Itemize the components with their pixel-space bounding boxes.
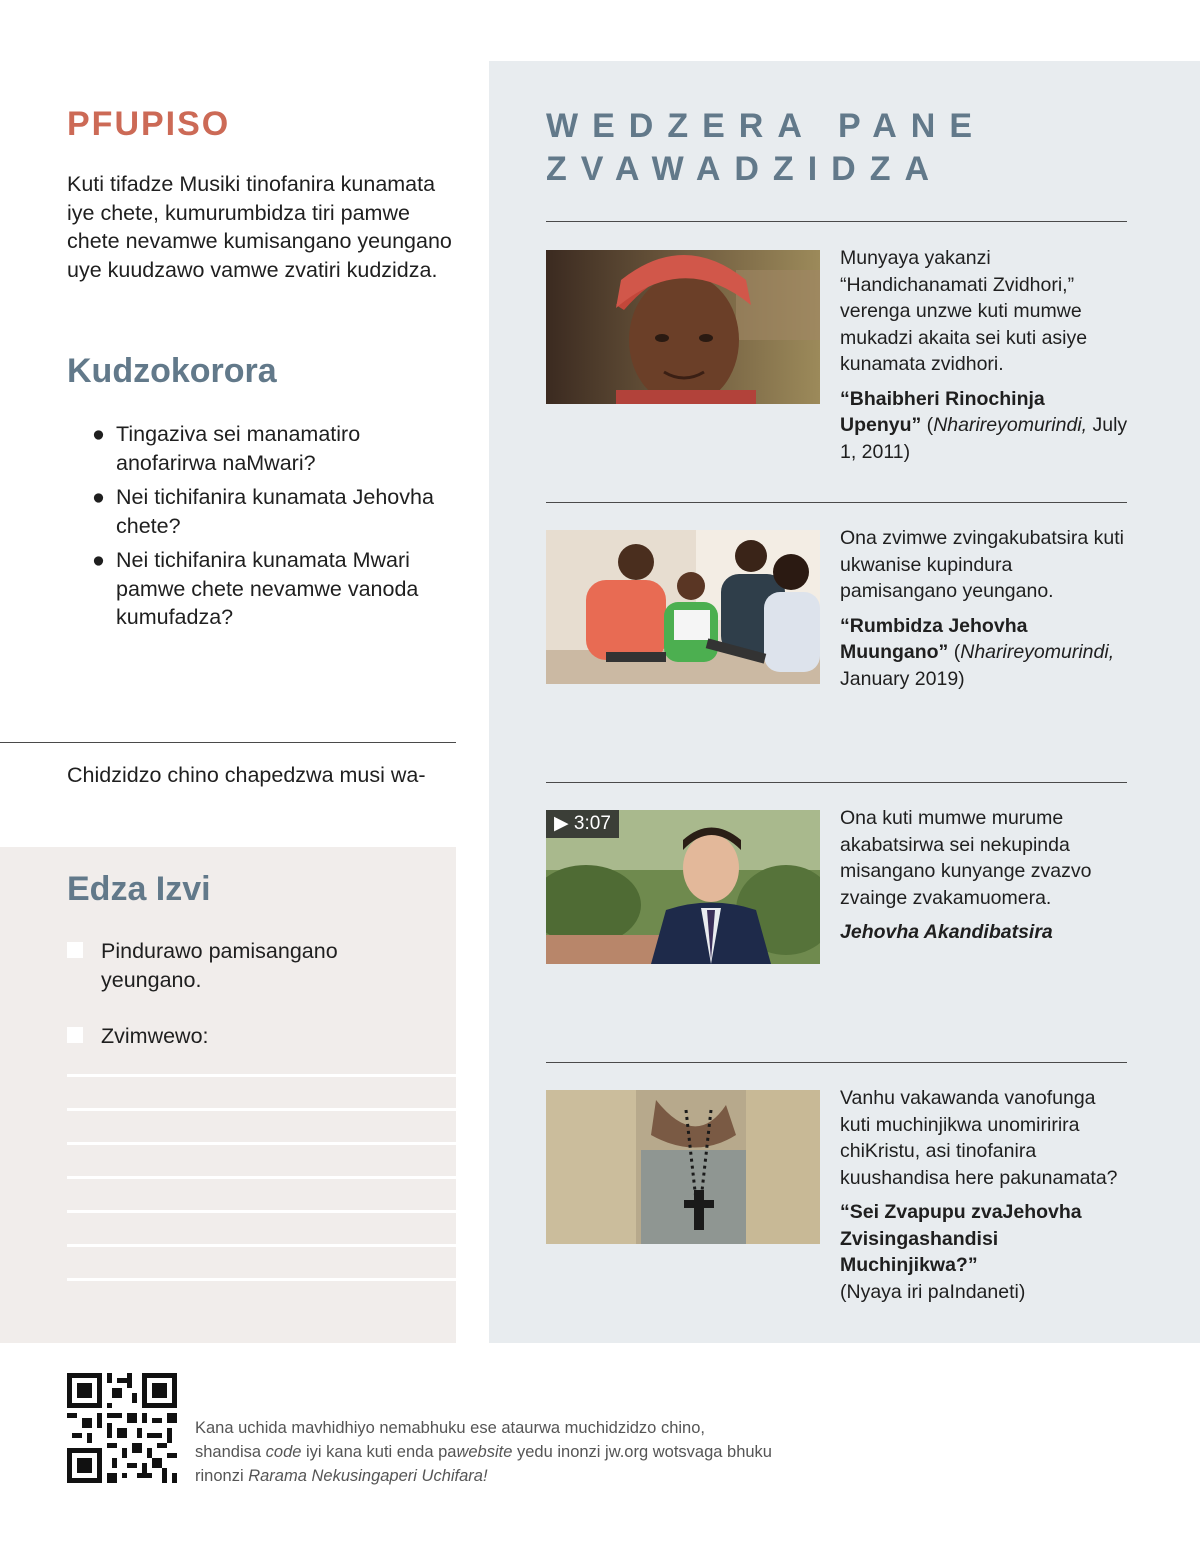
resource-image-rosary[interactable] — [546, 1090, 820, 1244]
qr-code-icon[interactable] — [67, 1373, 177, 1483]
checkbox[interactable] — [67, 942, 83, 958]
resource-reference: “Rumbidza Jehovha Muungano” (Nharireyomurindi, January 2019) — [840, 614, 1115, 690]
resource-description: Munyaya yakanzi “Handichanamati Zvidhori,” verenga unzwe kuti mumwe mukadzi akaita sei kuti asiye kunamata zvidhori. — [840, 247, 1088, 375]
resource-text — [840, 525, 1130, 692]
resource-image-family[interactable] — [546, 530, 820, 684]
list-item: ● Nei tichifanira kunamata Jehovha chete? — [92, 485, 434, 538]
resource-reference — [840, 919, 1130, 946]
write-line[interactable] — [67, 1176, 456, 1179]
resource-text — [840, 245, 1130, 465]
review-list — [90, 420, 450, 638]
review-title: Kudzokorora — [67, 352, 277, 390]
action-item-other[interactable]: Zvimwewo: — [67, 1022, 427, 1051]
write-line[interactable] — [67, 1074, 456, 1077]
action-item-answer[interactable]: Pindurawo pamisangano yeungano. — [67, 937, 427, 994]
resource-link[interactable]: “Bhaibheri Rinochinja Upenyu” — [840, 387, 1045, 436]
write-line[interactable] — [67, 1108, 456, 1111]
more-title: WEDZERA PANE ZVAWADZIDZA — [546, 107, 986, 188]
write-line[interactable] — [67, 1210, 456, 1213]
resource-link[interactable]: “Rumbidza Jehovha Muungano” — [840, 614, 1028, 663]
play-icon: ▶ — [554, 813, 569, 834]
release-note: Chidzidzo chino chapedzwa musi wa- — [67, 763, 426, 787]
resource-image-woman[interactable] — [546, 250, 820, 404]
summary-text: Kuti tifadze Musiki tinofanira kunamata iye chete, kumurumbidza tiri pamwe chete nevamwe kumisangano yeungano uye kuudzawo vamwe zvatiri kudzidza. — [67, 172, 452, 282]
summary-title: PFUPISO — [67, 105, 231, 143]
resource-description: Ona kuti mumwe murume akabatsirwa sei nekupinda misangano kunyange zvazvo zvainge zvakamuomera. — [840, 807, 1092, 909]
resource-text — [840, 805, 1130, 946]
resource-video-thumbnail[interactable] — [546, 810, 820, 964]
resource-link[interactable]: Jehovha Akandibatsira — [840, 921, 1053, 943]
checkbox[interactable] — [67, 1027, 83, 1043]
footer-note: Kana uchida mavhidhiyo nemabhuku ese ataurwa muchidzidzo chino, shandisa code iyi kana kuti enda pawebsite yedu inonzi jw.org wotsvaga bhuku rinonzi Rarama Nekusingaperi Uchifara! — [195, 1419, 772, 1485]
action-panel — [0, 847, 456, 1343]
list-item: ● Tingaziva sei manamatiro anofarirwa naMwari? — [92, 422, 361, 475]
resource-reference: “Sei Zvapupu zvaJehovha Zvisingashandisi Muchinjikwa?” (Nyaya iri paIndaneti) — [840, 1201, 1082, 1303]
resource-reference: “Bhaibheri Rinochinja Upenyu” (Nharireyomurindi, July 1, 2011) — [840, 387, 1128, 463]
divider — [0, 742, 456, 743]
list-item: ● Nei tichifanira kunamata Mwari pamwe chete nevamwe vanoda kumufadza? — [92, 548, 419, 629]
bullet-icon: ● — [92, 485, 105, 509]
write-line[interactable] — [67, 1244, 456, 1247]
write-line[interactable] — [67, 1142, 456, 1145]
resource-description: Vanhu vakawanda vanofunga kuti muchinjikwa unomiririra chiKristu, asi tinofanira kuushandisa here pakunamata? — [840, 1087, 1118, 1189]
divider — [546, 1062, 1127, 1063]
action-title: Edza Izvi — [67, 870, 211, 908]
resource-link[interactable]: “Sei Zvapupu zvaJehovha Zvisingashandisi Muchinjikwa?” — [840, 1201, 1082, 1276]
divider — [546, 221, 1127, 222]
divider — [546, 782, 1127, 783]
bullet-icon: ● — [92, 422, 105, 446]
video-duration-badge[interactable]: ▶ 3:07 — [546, 810, 619, 838]
resource-description: Ona zvimwe zvingakubatsira kuti ukwanise kupindura pamisangano yeungano. — [840, 527, 1124, 602]
divider — [546, 502, 1127, 503]
bullet-icon: ● — [92, 548, 105, 572]
write-line[interactable] — [67, 1278, 456, 1281]
resource-text — [840, 1085, 1130, 1305]
